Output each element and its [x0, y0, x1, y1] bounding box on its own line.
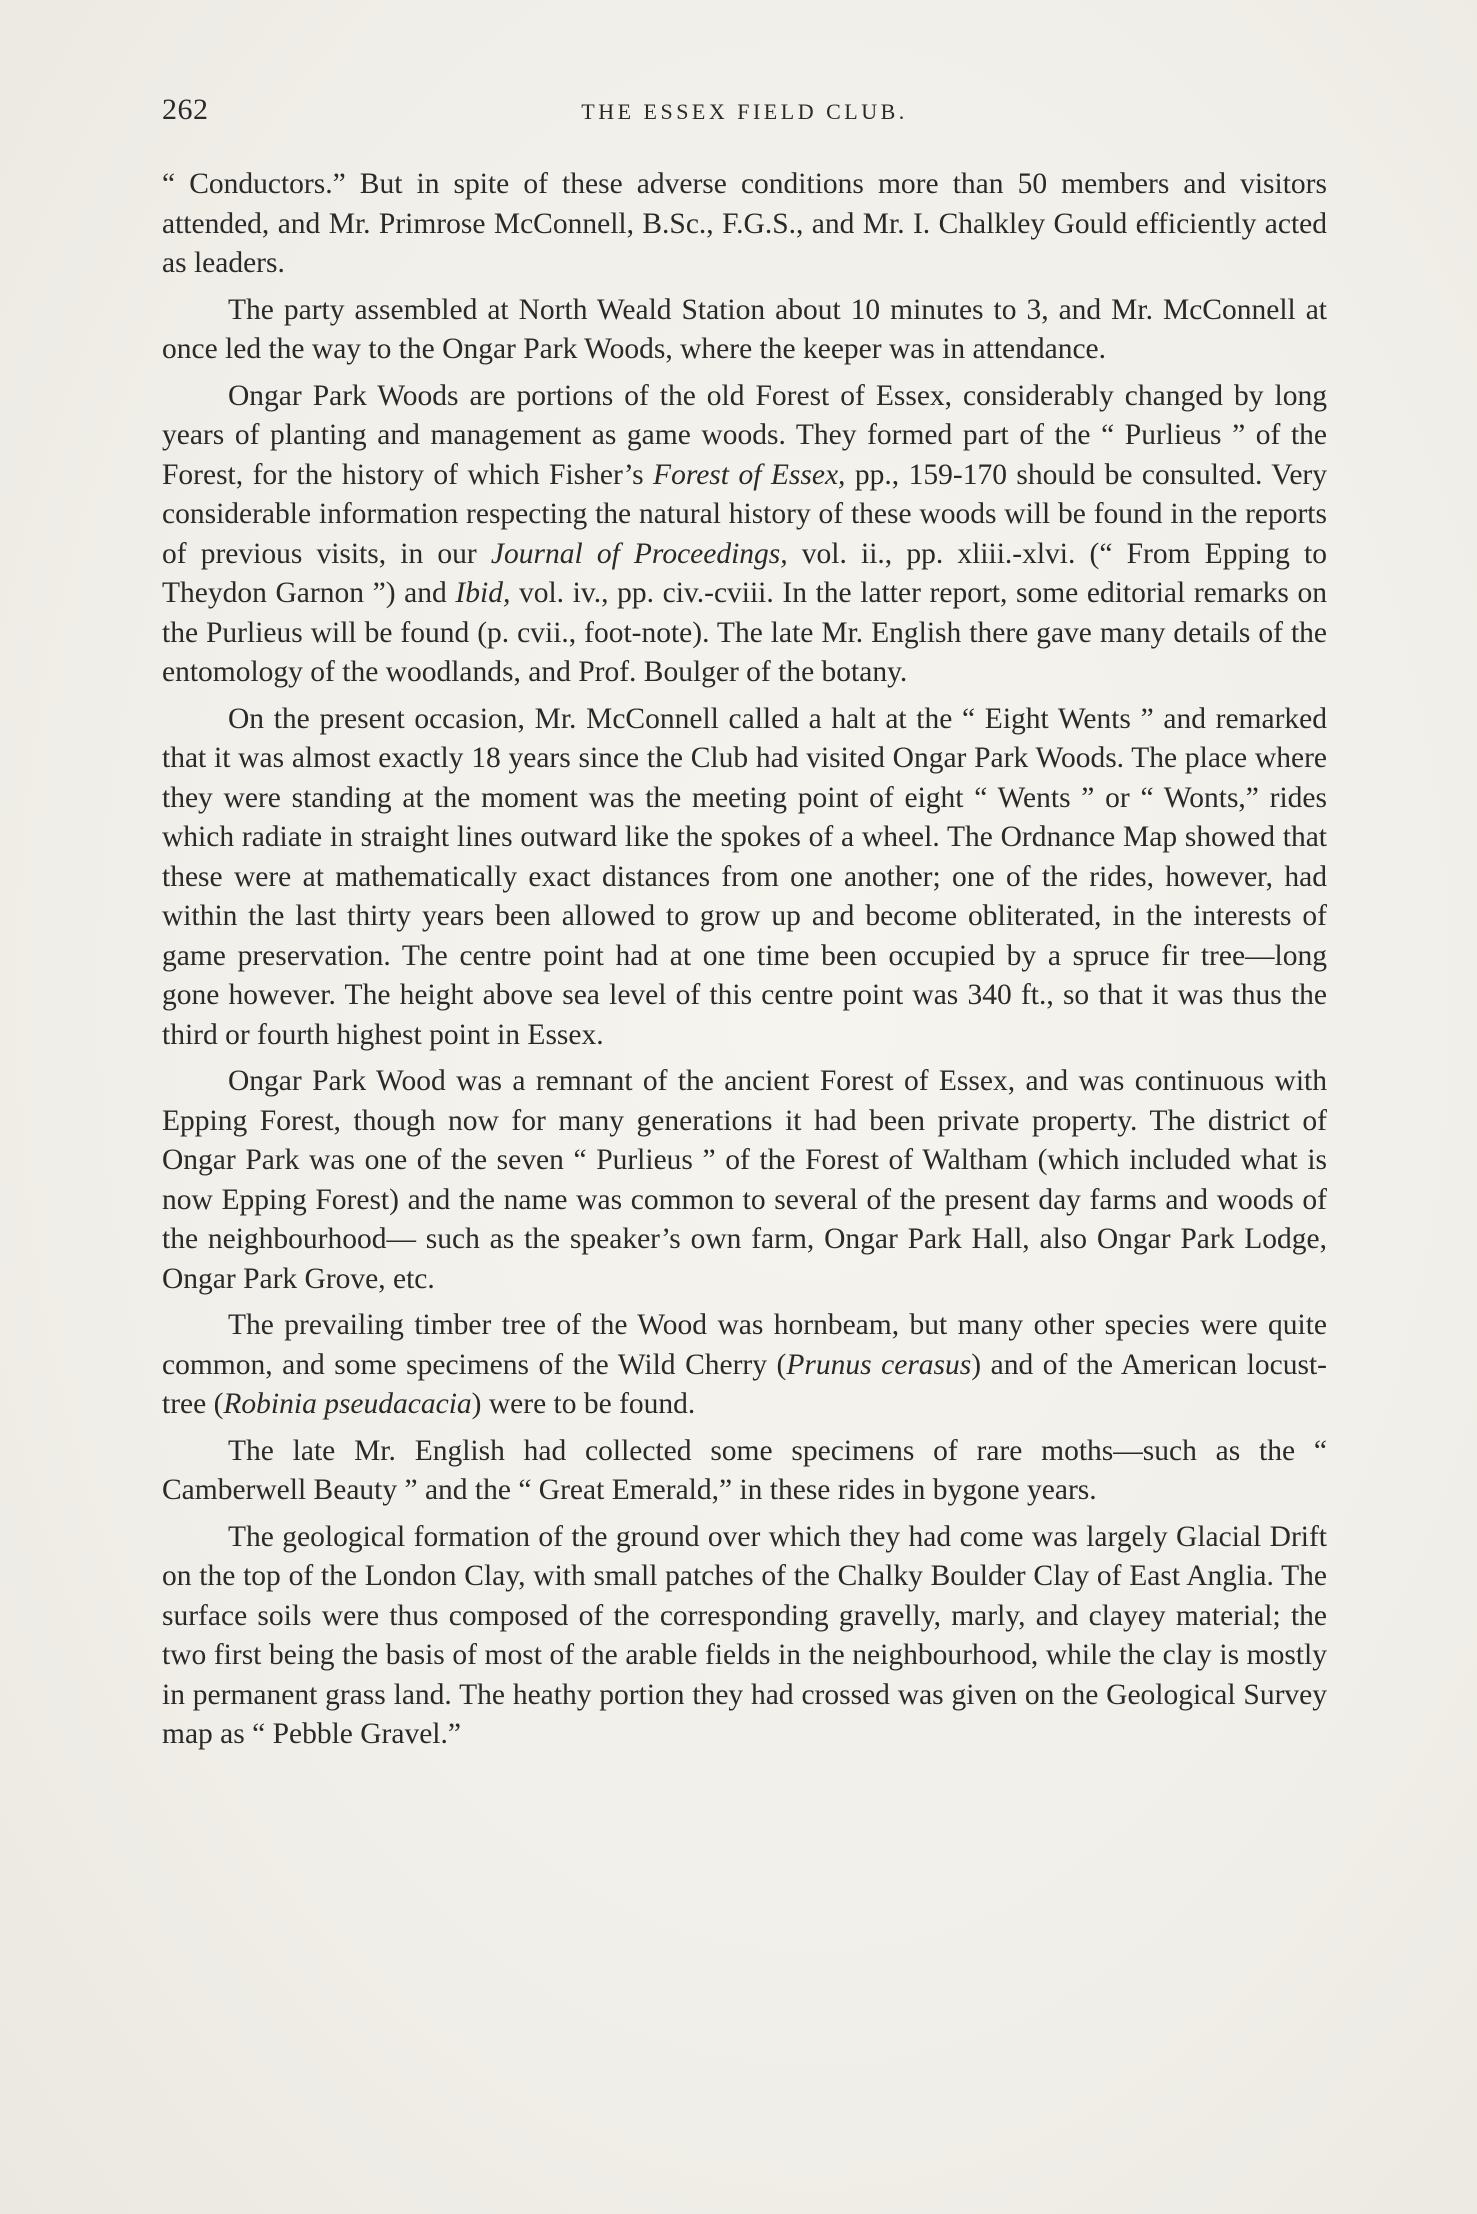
italic-text: Robinia pseudacacia: [223, 1388, 472, 1420]
text-run: ) and of the American locust-tree (: [162, 1348, 1327, 1420]
text-run: “ Conductors.” But in spite of these adverse conditions more than 50 members and visitors attended, and Mr. Primrose McConnell, B.Sc., F.G.S., and Mr. I. Chalkley Gould efficiently acted as leaders.: [162, 168, 1327, 279]
paragraph-geology: [162, 1518, 1327, 1755]
body-text: [162, 165, 1327, 1762]
text-run: The late Mr. English had collected some specimens of rare moths—such as the “ Camberwell Beauty ” and the “ Great Emerald,” in these rides in bygone years.: [162, 1434, 1327, 1506]
paragraph-moths: [162, 1432, 1327, 1511]
text-run: The party assembled at North Weald Station about 10 minutes to 3, and Mr. McConnell at once led the way to the Ongar Park Woods, where the keeper was in attendance.: [162, 293, 1327, 365]
text-run: The geological formation of the ground over which they had come was largely Glacial Drift on the top of the London Clay, with small patches of the Chalky Boulder Clay of East Anglia. The surface soils were thus composed of the corresponding gravelly, marly, and clayey material; the two first being the basis of most of the arable fields in the neighbourhood, while the clay is mostly in permanent grass land. The heathy portion they had crossed was given on the Geological Survey map as “ Pebble Gravel.”: [162, 1520, 1327, 1750]
paragraph-ongar-park-woods: [162, 377, 1327, 693]
paragraph-timber-tree: [162, 1306, 1327, 1425]
running-head: THE ESSEX FIELD CLUB.: [581, 99, 908, 124]
italic-text: Ibid,: [455, 577, 511, 609]
text-run: vol. ii., pp. xliii.-xlvi. (“ From Epping to Theydon Garnon ”) and: [162, 537, 1327, 609]
italic-text: Forest of Essex,: [653, 458, 846, 491]
italic-text: Prunus cerasus: [786, 1348, 972, 1381]
text-run: pp., 159-170 should be consulted. Very considerable information respecting the natural history of these woods will be found in the reports of previous visits, in our: [162, 458, 1327, 570]
italic-text: Journal of Proceedings,: [490, 537, 788, 570]
page-number: 262: [162, 93, 209, 126]
text-run: Ongar Park Wood was a remnant of the ancient Forest of Essex, and was continuous with Epping Forest, though now for many generations it had been private property. The district of Ongar Park was one of the seven “ Purlieus ” of the Forest of Waltham (which included what is now Epping Forest) and the name was common to several of the present day farms and woods of the neighbourhood— such as the speaker’s own farm, Ongar Park Hall, also Ongar Park Lodge, Ongar Park Grove, etc.: [162, 1065, 1327, 1295]
text-run: ) were to be found.: [471, 1388, 696, 1420]
page-header: [162, 93, 1327, 133]
text-run: The prevailing timber tree of the Wood was hornbeam, but many other species were quite common, and some specimens of the Wild Cherry (: [162, 1309, 1327, 1381]
paragraph-continued: [162, 165, 1327, 284]
text-run: Ongar Park Woods are portions of the old Forest of Essex, considerably changed by long years of planting and management as game woods. They formed part of the “ Purlieus ” of the Forest, for the history of which Fisher’s: [162, 379, 1327, 491]
paragraph-ongar-park-wood: [162, 1062, 1327, 1299]
paragraph-north-weald: [162, 291, 1327, 370]
text-run: vol. iv., pp. civ.-cviii. In the latter report, some editorial remarks on the Purlieus will be found (p. cvii., foot-note). The late Mr. English there gave many details of the entomology of the woodlands, and Prof. Boulger of the botany.: [162, 577, 1327, 688]
text-run: On the present occasion, Mr. McConnell called a halt at the “ Eight Wents ” and remarked that it was almost exactly 18 years since the Club had visited Ongar Park Woods. The place where they were standing at the moment was the meeting point of eight “ Wents ” or “ Wonts,” rides which radiate in straight lines outward like the spokes of a wheel. The Ordnance Map showed that these were at mathematically exact distances from one another; one of the rides, however, had within the last thirty years been allowed to grow up and become obliterated, in the interests of game preservation. The centre point had at one time been occupied by a spruce fir tree—long gone however. The height above sea level of this centre point was 340 ft., so that it was thus the third or fourth highest point in Essex.: [162, 702, 1327, 1051]
paragraph-eight-wents: [162, 700, 1327, 1056]
